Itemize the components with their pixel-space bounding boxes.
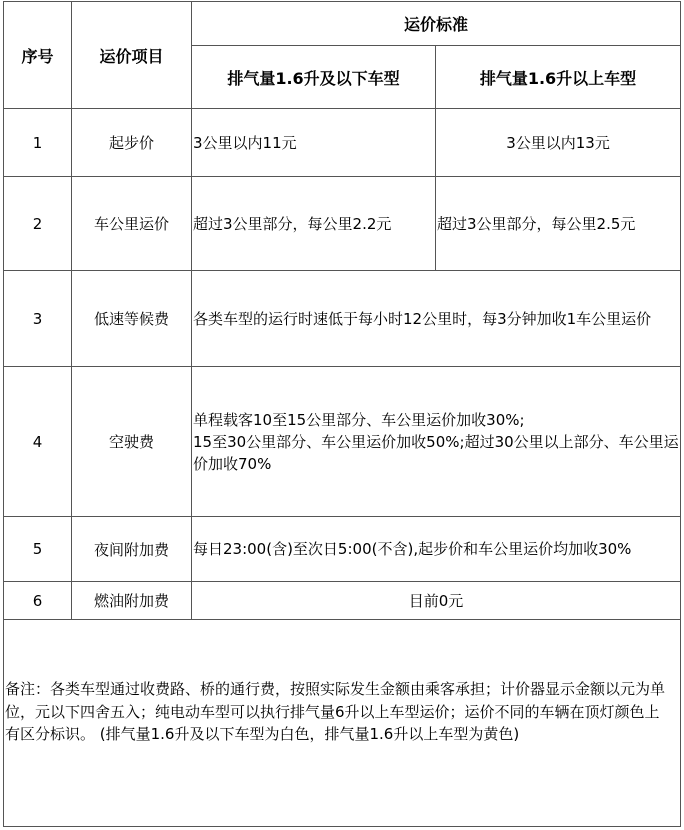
row-value: 每日23:00(含)至次日5:00(不含),起步价和车公里运价均加收30% xyxy=(192,517,681,582)
header-standard: 运价标准 xyxy=(192,2,681,46)
row-value-line: 15至30公里部分、车公里运价加收50%;超过30公里以上部分、车公里运价加收70% xyxy=(193,432,679,473)
row-no: 5 xyxy=(4,517,72,582)
row-no: 3 xyxy=(4,271,72,367)
note-cell xyxy=(4,620,681,827)
header-no: 序号 xyxy=(4,2,72,109)
table-row xyxy=(4,109,681,177)
row-small-value: 超过3公里部分，每公里2.2元 xyxy=(192,177,436,271)
note-text: 备注：各类车型通过收费路、桥的通行费，按照实际发生金额由乘客承担；计价器显示金额以元为单位，元以下四舍五入；纯电动车型可以执行排气量6升以上车型运价；运价不同的车辆在顶灯颜色上有区分标识。 (排气量1.6升及以下车型为白色，排气量1.6升以上车型为黄色) xyxy=(5,680,666,743)
row-item: 空驶费 xyxy=(72,367,192,517)
header-item: 运价项目 xyxy=(72,2,192,109)
row-no: 1 xyxy=(4,109,72,177)
row-large-value: 超过3公里部分，每公里2.5元 xyxy=(436,177,681,271)
row-no: 4 xyxy=(4,367,72,517)
table-row xyxy=(4,177,681,271)
row-item: 低速等候费 xyxy=(72,271,192,367)
row-item: 起步价 xyxy=(72,109,192,177)
header-small-engine: 排气量1.6升及以下车型 xyxy=(192,46,436,109)
fare-table xyxy=(3,1,681,827)
row-value-line: 单程载客10至15公里部分、车公里运价加收30%; xyxy=(193,410,525,429)
row-item: 夜间附加费 xyxy=(72,517,192,582)
row-no: 6 xyxy=(4,582,72,620)
table-row xyxy=(4,367,681,517)
table-row xyxy=(4,271,681,367)
table-row xyxy=(4,582,681,620)
row-large-value: 3公里以内13元 xyxy=(436,109,681,177)
row-value xyxy=(192,367,681,517)
header-large-engine: 排气量1.6升以上车型 xyxy=(436,46,681,109)
row-small-value: 3公里以内11元 xyxy=(192,109,436,177)
row-item: 燃油附加费 xyxy=(72,582,192,620)
row-value: 目前0元 xyxy=(192,582,681,620)
row-value: 各类车型的运行时速低于每小时12公里时，每3分钟加收1车公里运价 xyxy=(192,271,681,367)
row-no: 2 xyxy=(4,177,72,271)
row-item: 车公里运价 xyxy=(72,177,192,271)
table-row xyxy=(4,517,681,582)
